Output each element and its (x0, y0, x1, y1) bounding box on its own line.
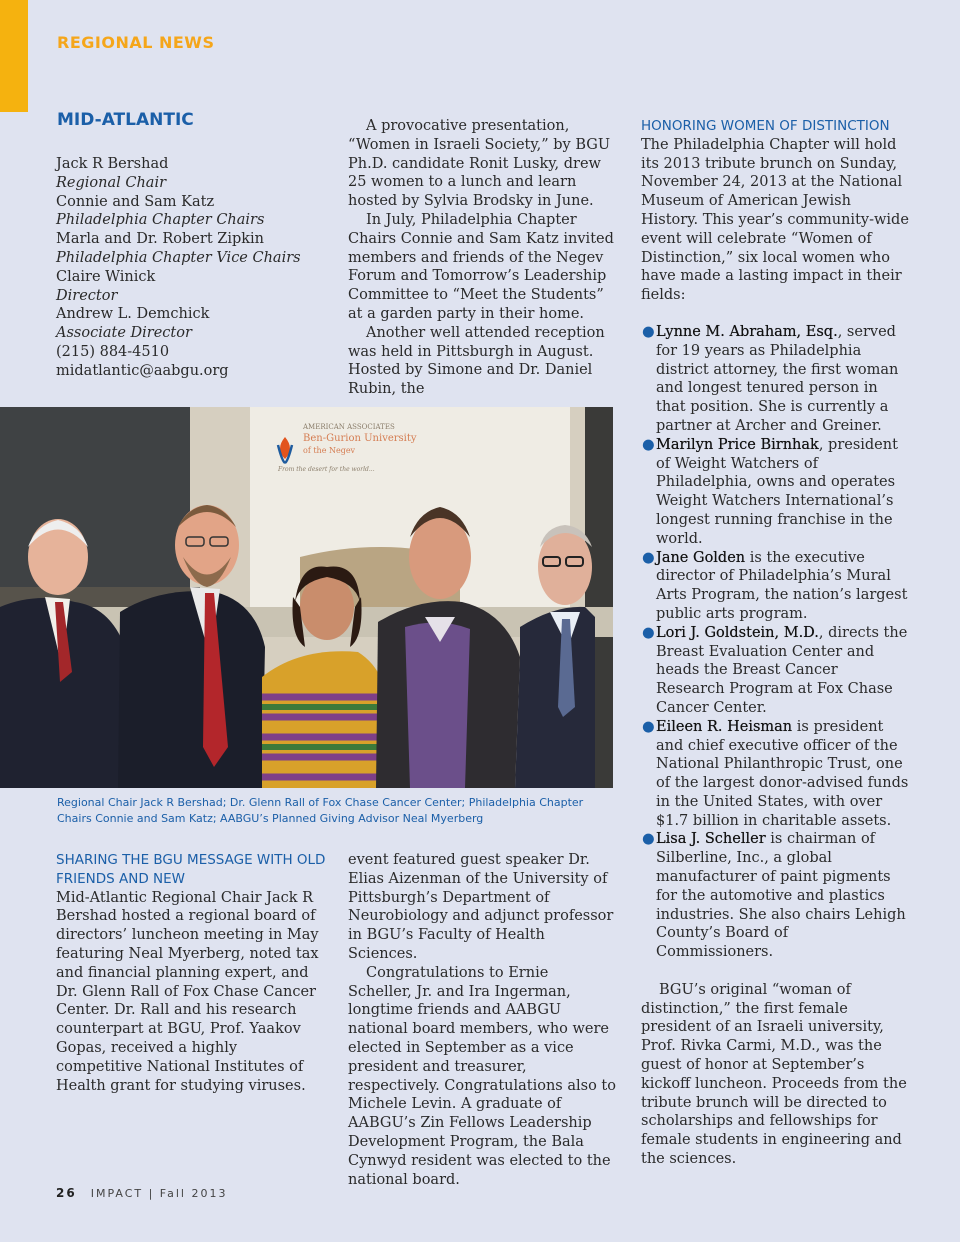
region-title: MID-ATLANTIC (57, 110, 194, 130)
honoree-text: is the executive director of Philadelphia’s Mural Arts Program, the nation’s largest public arts program. (656, 549, 908, 622)
group-photo-illustration (0, 407, 613, 788)
paragraph: Another well attended reception was held in Pittsburgh in August. Hosted by Simone and Dr. Daniel Rubin, the (348, 324, 605, 398)
banner-line-1: AMERICAN ASSOCIATES (303, 423, 395, 431)
publication-name: IMPACT | Fall 2013 (90, 1187, 228, 1200)
bullet-icon: ● (642, 624, 655, 641)
honoree-list (641, 323, 909, 962)
honoree-text: is chairman of Silberline, Inc., a global manufacturer of paint pigments for the automotive and plastics industries. She also chairs Lehigh County’s Board of Commissioners. (656, 831, 906, 961)
staff-role: Director (56, 287, 118, 304)
staff-role: Regional Chair (56, 174, 167, 191)
page-footer (56, 1186, 227, 1200)
paragraph: A provocative presentation, “Women in Israeli Society,” by BGU Ph.D. candidate Ronit Lusky, drew 25 women to a lunch and learn hosted by Sylvia Brodsky in June. (348, 118, 611, 210)
article-column-mid-bottom (348, 851, 616, 1189)
staff-list (56, 155, 336, 381)
bullet-icon: ● (642, 323, 655, 340)
honoree-text: , served for 19 years as Philadelphia district attorney, the first woman and longest tenured person in that position. She is currently a partner at Archer and Greiner. (656, 323, 899, 434)
paragraph: The Philadelphia Chapter will hold its 2013 tribute brunch on Sunday, November 24, 2013 at the National Museum of American Jewish History. This year’s community-wide event will celebrate “Women of Distinction,” six local women who have made a lasting impact in their fields: (641, 136, 909, 304)
list-item (641, 323, 909, 436)
contact-email[interactable]: midatlantic@aabgu.org (56, 362, 229, 379)
honoree-name: Lori J. Goldstein, M.D. (656, 624, 819, 641)
list-item (641, 549, 909, 624)
staff-name: Connie and Sam Katz (56, 193, 215, 210)
staff-role: Philadelphia Chapter Vice Chairs (56, 249, 301, 266)
bullet-icon: ● (642, 718, 655, 735)
honoree-name: Jane Golden (656, 549, 746, 566)
group-photo (0, 407, 613, 788)
contact-phone: (215) 884-4510 (56, 343, 170, 360)
list-item (641, 830, 909, 962)
bullet-icon: ● (642, 436, 655, 453)
staff-role: Philadelphia Chapter Chairs (56, 212, 265, 229)
honoree-text: , directs the Breast Evaluation Center and heads the Breast Cancer Research Program at Fox Chase Cancer Center. (656, 624, 908, 716)
section-label: REGIONAL NEWS (57, 33, 215, 52)
article-column-left-bottom (56, 851, 326, 1095)
honoree-name: Lisa J. Scheller (656, 831, 766, 848)
staff-name: Marla and Dr. Robert Zipkin (56, 231, 265, 248)
subhead-sharing: SHARING THE BGU MESSAGE WITH OLD FRIENDS AND NEW (56, 852, 326, 887)
paragraph: event featured guest speaker Dr. Elias Aizenman of the University of Pittsburgh’s Department of Neurobiology and adjunct professor in BGU’s Faculty of Health Sciences. (348, 852, 614, 962)
staff-name: Jack R Bershad (56, 156, 169, 172)
article-column-mid-top (348, 117, 616, 399)
honoree-name: Eileen R. Heisman (656, 718, 793, 735)
accent-bar (0, 0, 28, 112)
banner-line-3: of the Negev (303, 446, 356, 455)
honoree-text: is president and chief executive officer of the National Philanthropic Trust, one of the largest donor-advised funds in the United States, with over $1.7 billion in charitable assets. (656, 718, 909, 829)
list-item (641, 436, 909, 549)
staff-role: Associate Director (56, 325, 192, 342)
banner-line-2: Ben-Gurion University (303, 433, 417, 444)
list-item (641, 624, 909, 718)
honoree-name: Lynne M. Abraham, Esq. (656, 323, 838, 340)
article-column-right (641, 117, 909, 1169)
photo-caption: Regional Chair Jack R Bershad; Dr. Glenn Rall of Fox Chase Cancer Center; Philadelphia Chapter Chairs Connie and Sam Katz; AABGU’s Planned Giving Advisor Neal Myerberg (57, 796, 584, 825)
bullet-icon: ● (642, 549, 655, 566)
honoree-text: , president of Weight Watchers of Philadelphia, owns and operates Weight Watchers International’s longest running franchise in the world. (656, 436, 898, 547)
subhead-honoring: HONORING WOMEN OF DISTINCTION (641, 118, 890, 134)
page-number: 26 (56, 1186, 77, 1200)
paragraph: In July, Philadelphia Chapter Chairs Connie and Sam Katz invited members and friends of the Negev Forum and Tomorrow’s Leadership Committee to “Meet the Students” at a garden party in their home. (348, 211, 614, 322)
staff-name: Andrew L. Demchick (56, 306, 210, 323)
staff-name: Claire Winick (56, 268, 156, 285)
bullet-icon: ● (642, 831, 655, 848)
paragraph: Congratulations to Ernie Scheller, Jr. and Ira Ingerman, longtime friends and AABGU national board members, who were elected in September as a vice president and treasurer, respectively. Congratulations also to Michele Levin. A graduate of AABGU’s Zin Fellows Leadership Development Program, the Bala Cynwyd resident was elected to the national board. (348, 964, 616, 1188)
banner-tagline: From the desert for the world... (278, 466, 375, 473)
list-item (641, 718, 909, 831)
paragraph: BGU’s original “woman of distinction,” the first female president of an Israeli university, Prof. Rivka Carmi, M.D., was the guest of honor at September’s kickoff luncheon. Proceeds from the tribute brunch will be directed to scholarships and fellowships for female students in engineering and the sciences. (641, 981, 907, 1168)
honoree-name: Marilyn Price Birnhak (656, 436, 819, 453)
paragraph: Mid-Atlantic Regional Chair Jack R Bershad hosted a regional board of directors’ luncheon meeting in May featuring Neal Myerberg, noted tax and financial planning expert, and Dr. Glenn Rall of Fox Chase Cancer Center. Dr. Rall and his research counterpart at BGU, Prof. Yaakov Gopas, received a highly competitive National Institutes of Health grant for studying viruses. (56, 889, 319, 1094)
